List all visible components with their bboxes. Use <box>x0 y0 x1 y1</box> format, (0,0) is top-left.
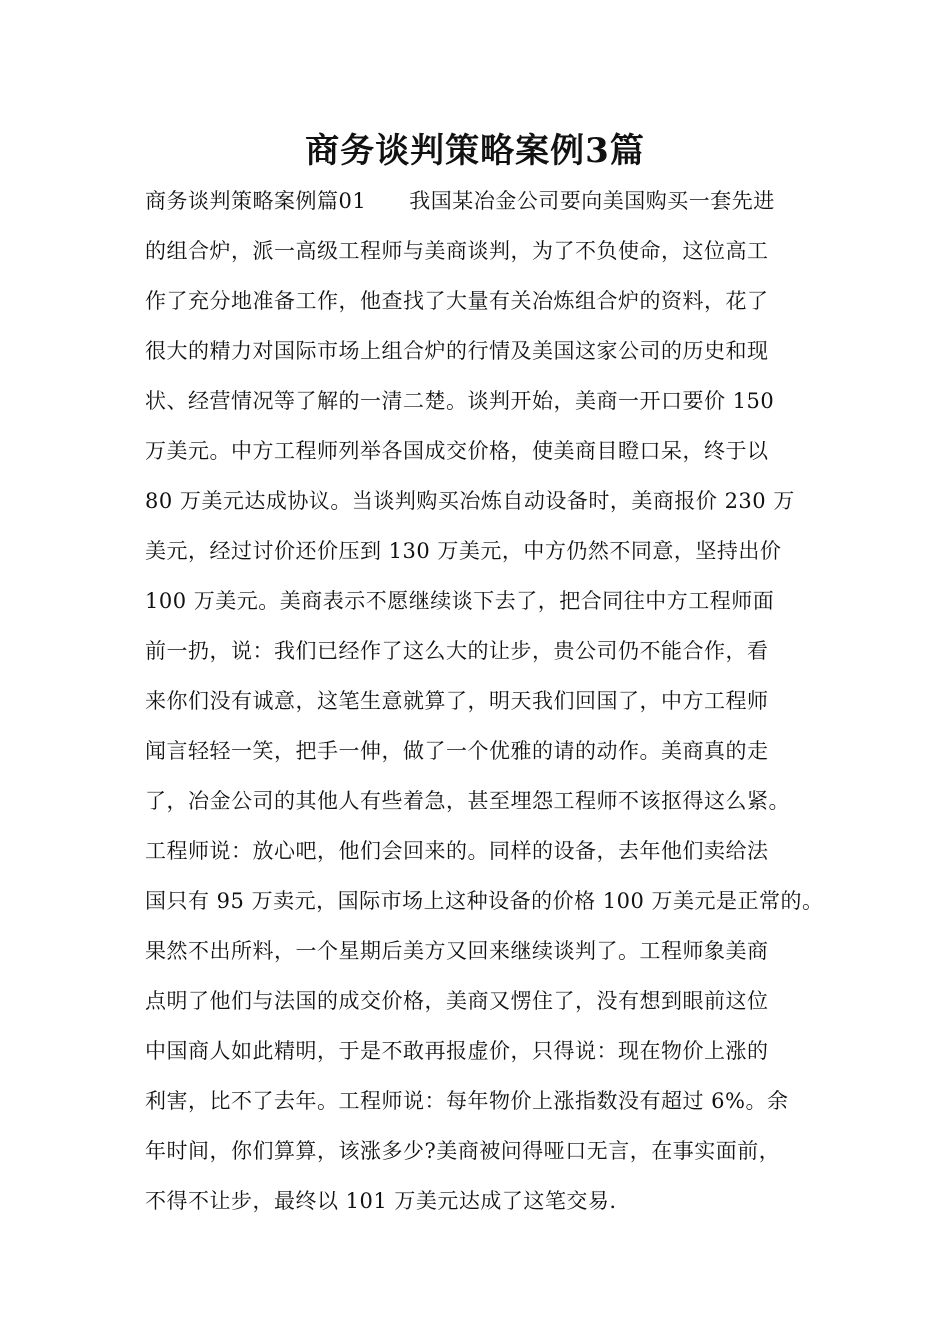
body-line: 点明了他们与法国的成交价格，美商又愣住了，没有想到眼前这位 <box>145 989 769 1013</box>
body-line: 作了充分地准备工作，他查找了大量有关冶炼组合炉的资料，花了 <box>145 289 769 313</box>
body-line: 很大的精力对国际市场上组合炉的行情及美国这家公司的历史和现 <box>145 339 769 363</box>
body-line: 中国商人如此精明，于是不敢再报虚价，只得说：现在物价上涨的 <box>145 1039 769 1063</box>
body-line: 状、经营情况等了解的一清二楚。谈判开始，美商一开口要价 150 <box>145 389 775 413</box>
body-line: 年时间，你们算算，该涨多少?美商被问得哑口无言，在事实面前， <box>145 1139 781 1163</box>
body-line: 万美元。中方工程师列举各国成交价格，使美商目瞪口呆，终于以 <box>145 439 769 463</box>
body-line: 商务谈判策略案例篇01 我国某冶金公司要向美国购买一套先进 <box>145 189 775 213</box>
body-line: 80 万美元达成协议。当谈判购买冶炼自动设备时，美商报价 230 万 <box>145 489 795 513</box>
body-line: 果然不出所料，一个星期后美方又回来继续谈判了。工程师象美商 <box>145 939 769 963</box>
body-line: 美元，经过讨价还价压到 130 万美元，中方仍然不同意，坚持出价 <box>145 539 782 563</box>
body-line: 100 万美元。美商表示不愿继续谈下去了，把合同往中方工程师面 <box>145 589 775 613</box>
body-line: 了，冶金公司的其他人有些着急，甚至埋怨工程师不该抠得这么紧。 <box>145 789 790 813</box>
body-line: 前一扔，说：我们已经作了这么大的让步，贵公司仍不能合作，看 <box>145 639 769 663</box>
body-line: 国只有 95 万卖元，国际市场上这种设备的价格 100 万美元是正常的。 <box>145 889 824 913</box>
body-line: 的组合炉，派一高级工程师与美商谈判，为了不负使命，这位高工 <box>145 239 769 263</box>
body-line: 不得不让步，最终以 101 万美元达成了这笔交易. <box>145 1189 617 1213</box>
body-line: 利害，比不了去年。工程师说：每年物价上涨指数没有超过 6%。余 <box>145 1089 789 1113</box>
body-line: 工程师说：放心吧，他们会回来的。同样的设备，去年他们卖给法 <box>145 839 769 863</box>
document-title: 商务谈判策略案例3篇 <box>305 131 645 171</box>
document-body <box>145 176 845 1226</box>
body-line: 来你们没有诚意，这笔生意就算了，明天我们回国了，中方工程师 <box>145 689 769 713</box>
body-line: 闻言轻轻一笑，把手一伸，做了一个优雅的请的动作。美商真的走 <box>145 739 769 763</box>
